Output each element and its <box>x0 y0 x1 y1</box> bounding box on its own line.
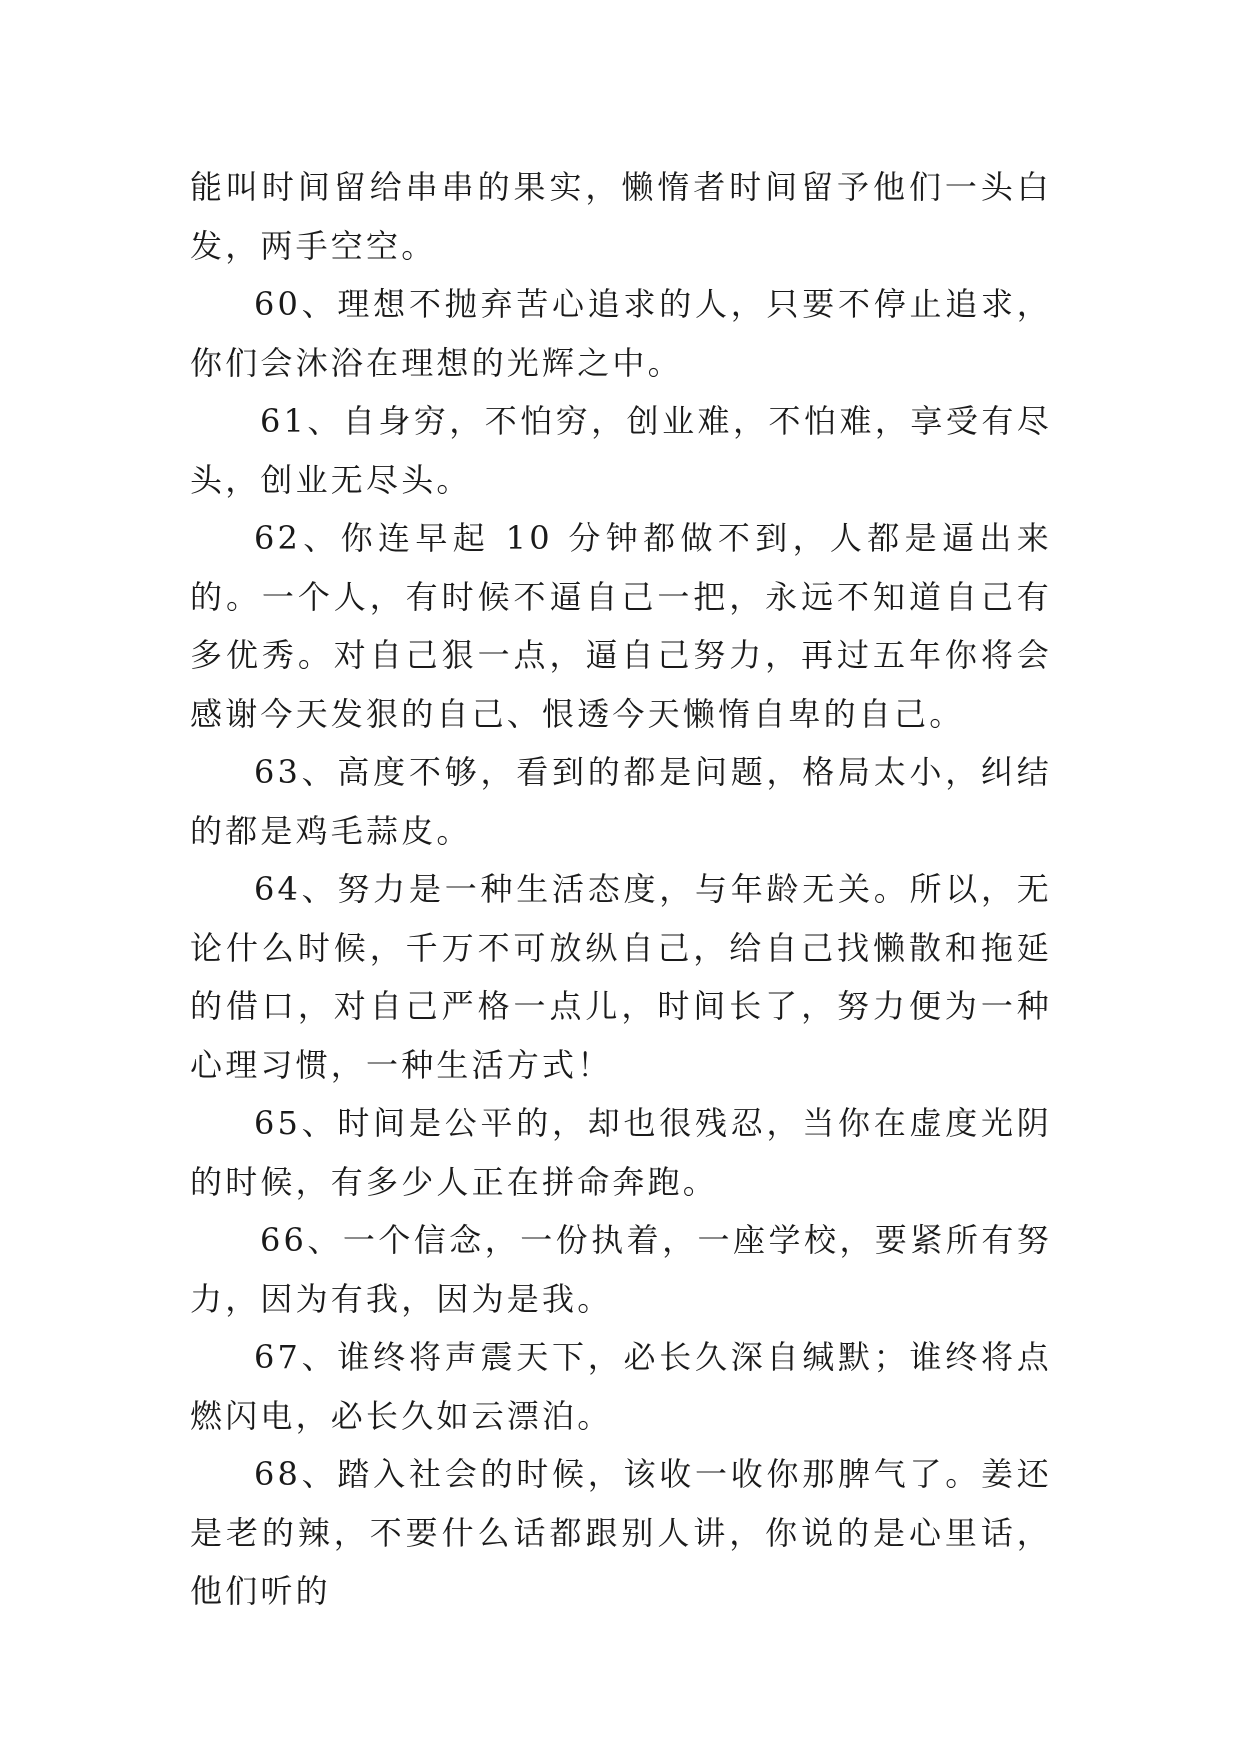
paragraph-63: 63、高度不够，看到的都是问题，格局太小，纠结的都是鸡毛蒜皮。 <box>190 753 1052 850</box>
paragraph-67: 67、谁终将声震天下，必长久深自缄默；谁终将点燃闪电，必长久如云漂泊。 <box>190 1338 1052 1435</box>
paragraph-66: 66、一个信念，一份执着，一座学校，要紧所有努力，因为有我，因为是我。 <box>190 1221 1052 1318</box>
document-body <box>190 158 1052 1621</box>
paragraph-60: 60、理想不抛弃苦心追求的人，只要不停止追求，你们会沐浴在理想的光辉之中。 <box>190 285 1052 382</box>
paragraph-68: 68、踏入社会的时候，该收一收你那脾气了。姜还是老的辣，不要什么话都跟别人讲，你说的是心里话，他们听的 <box>190 1455 1052 1610</box>
paragraph-64: 64、努力是一种生活态度，与年龄无关。所以，无论什么时候，千万不可放纵自己，给自己找懒散和拖延的借口，对自己严格一点儿，时间长了，努力便为一种心理习惯，一种生活方式！ <box>190 870 1052 1084</box>
paragraph-62: 62、你连早起 10 分钟都做不到，人都是逼出来的。一个人，有时候不逼自己一把，永远不知道自己有多优秀。对自己狠一点，逼自己努力，再过五年你将会感谢今天发狠的自己、恨透今天懒惰自卑的自己。 <box>190 519 1052 733</box>
paragraph-61: 61、自身穷，不怕穷，创业难，不怕难，享受有尽头，创业无尽头。 <box>190 402 1052 499</box>
paragraph-continuation: 能叫时间留给串串的果实，懒惰者时间留予他们一头白发，两手空空。 <box>190 168 1052 265</box>
paragraph-65: 65、时间是公平的，却也很残忍，当你在虚度光阴的时候，有多少人正在拼命奔跑。 <box>190 1104 1052 1201</box>
